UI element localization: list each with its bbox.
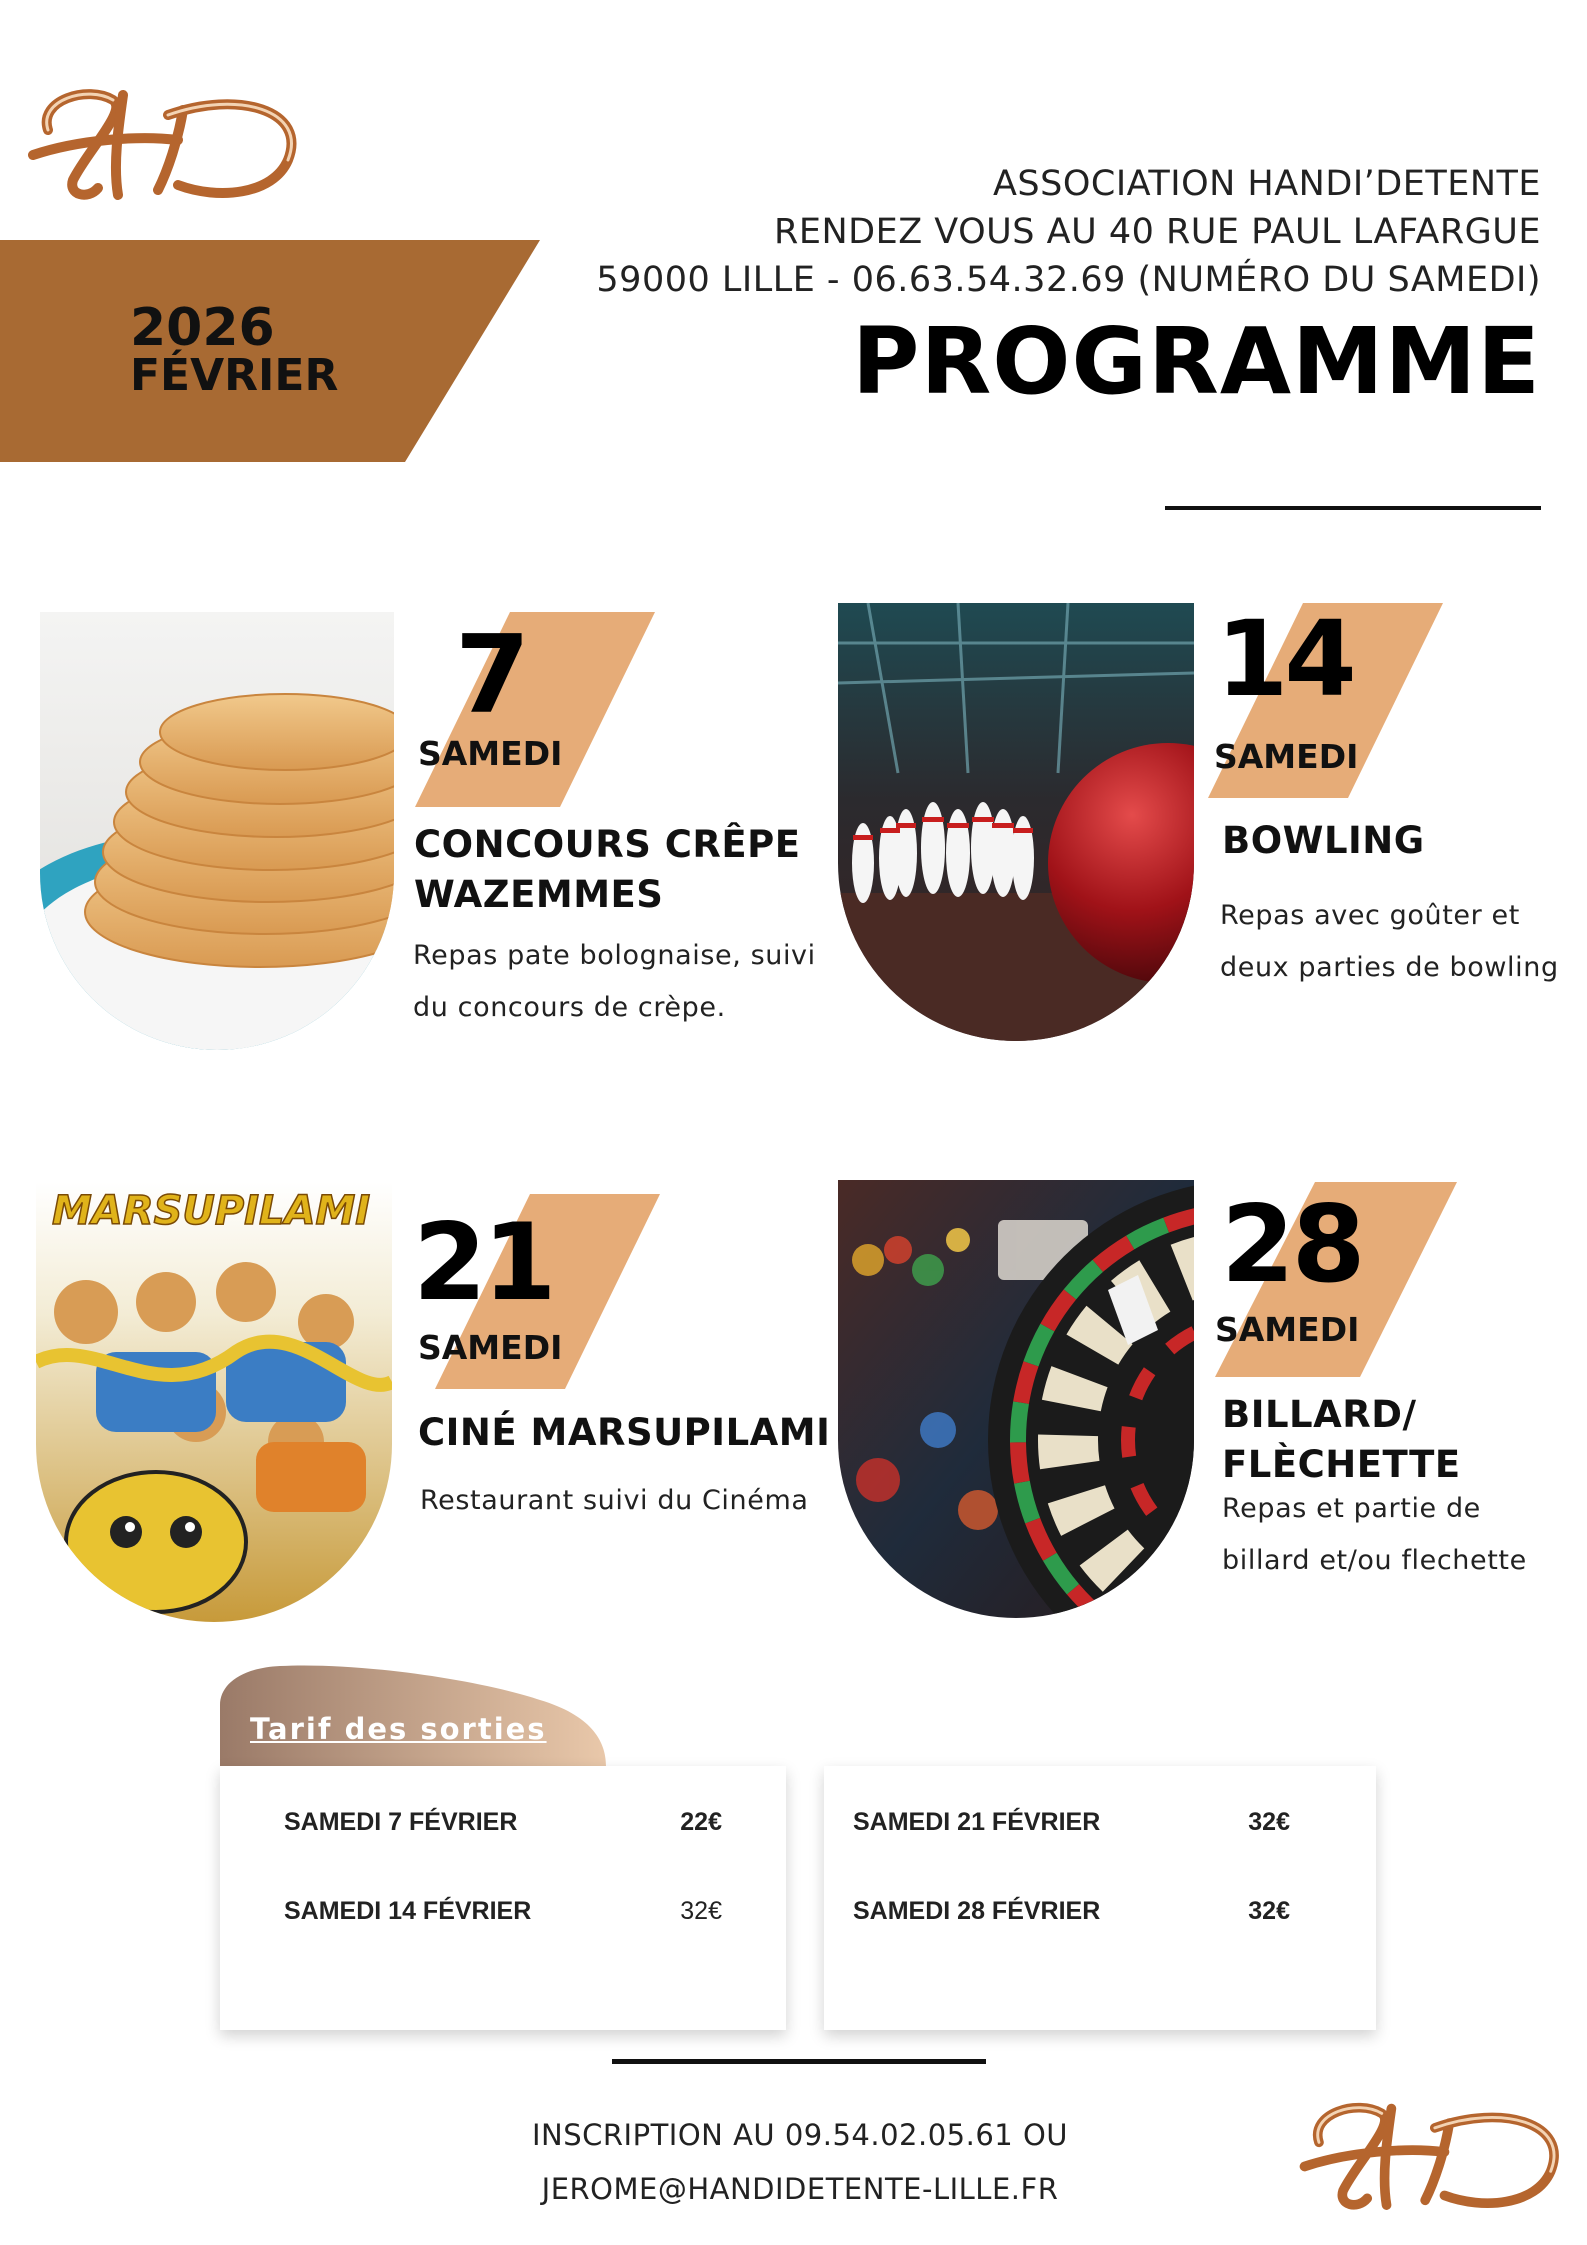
price-card-2 [824, 1766, 1376, 2030]
price-event-name: SAMEDI 21 FÉVRIER [853, 1808, 1101, 1836]
price-card-1 [220, 1766, 786, 2030]
event-28-description [1222, 1483, 1527, 1587]
event-14-title [1222, 816, 1425, 866]
pricing-label: Tarif des sorties [250, 1712, 547, 1746]
price-row [824, 1808, 1376, 1848]
event-7-day: 7 [455, 613, 531, 738]
registration-phone: INSCRIPTION AU 09.54.02.05.61 OU [531, 2118, 1069, 2152]
event-14-title-line-1: BOWLING [1222, 819, 1425, 862]
footer-divider [612, 2059, 986, 2064]
event-28-title [1222, 1390, 1461, 1490]
event-28-day: 28 [1221, 1183, 1363, 1306]
price-amount: 32€ [680, 1897, 722, 1925]
event-7-weekday: SAMEDI [418, 734, 563, 773]
association-info [596, 160, 1541, 304]
association-name: ASSOCIATION HANDI’DETENTE [992, 164, 1541, 204]
event-28-title-line-1: BILLARD/ [1222, 1393, 1417, 1436]
bowling-photo [838, 603, 1194, 1041]
price-event-name: SAMEDI 14 FÉVRIER [284, 1897, 532, 1925]
crepes-photo [40, 612, 394, 1050]
price-event-name: SAMEDI 7 FÉVRIER [284, 1808, 518, 1836]
event-14-description [1220, 890, 1559, 994]
event-7-description [413, 930, 816, 1034]
event-7-desc-line-2: du concours de crèpe. [413, 992, 726, 1023]
event-7-title [414, 820, 801, 920]
ribbon-year: 2026 [130, 298, 275, 358]
hd-logo-bottom [1290, 2082, 1570, 2222]
event-28-weekday: SAMEDI [1215, 1310, 1360, 1349]
price-amount: 32€ [1248, 1808, 1290, 1836]
hd-logo-top [18, 70, 308, 210]
month-ribbon [0, 240, 540, 462]
ribbon-month: FÉVRIER [130, 350, 339, 401]
page-title: PROGRAMME [852, 308, 1541, 415]
event-14-weekday: SAMEDI [1214, 737, 1359, 776]
event-28-title-line-2: FLÈCHETTE [1222, 1443, 1461, 1486]
price-event-name: SAMEDI 28 FÉVRIER [853, 1897, 1101, 1925]
event-14-day: 14 [1216, 598, 1353, 720]
event-28-desc-line-2: billard et/ou flechette [1222, 1545, 1527, 1576]
marsupilami-poster [36, 1182, 392, 1622]
event-14-desc-line-1: Repas avec goûter et [1220, 900, 1520, 931]
event-21-day: 21 [413, 1201, 553, 1324]
price-amount: 32€ [1248, 1897, 1290, 1925]
event-7-title-line-2: WAZEMMES [414, 873, 664, 916]
price-amount: 22€ [680, 1808, 722, 1836]
darts-photo [838, 1180, 1194, 1618]
event-14-desc-line-2: deux parties de bowling [1220, 952, 1559, 983]
event-21-title [418, 1408, 830, 1458]
event-7-title-line-1: CONCOURS CRÊPE [414, 823, 801, 866]
hd-logo-bottom-art [1290, 2082, 1570, 2222]
price-row [824, 1897, 1376, 1937]
registration-email: JEROME@HANDIDETENTE-LILLE.FR [541, 2172, 1059, 2206]
poster-title: MARSUPILAMI [52, 1188, 371, 1234]
meeting-address: RENDEZ VOUS AU 40 RUE PAUL LAFARGUE [774, 212, 1541, 252]
event-21-title-line-1: CINÉ MARSUPILAMI [418, 1411, 831, 1454]
header-divider [1165, 506, 1541, 510]
price-row [220, 1808, 786, 1848]
pricing-tab [220, 1660, 606, 1766]
hd-logo-top-art [18, 70, 308, 210]
event-21-description [420, 1475, 809, 1527]
event-21-desc-line-1: Restaurant suivi du Cinéma [420, 1485, 809, 1516]
price-row [220, 1897, 786, 1937]
registration-info [420, 2108, 1180, 2216]
event-7-desc-line-1: Repas pate bolognaise, suivi [413, 940, 816, 971]
event-21-weekday: SAMEDI [418, 1328, 563, 1367]
date-tab-7-shape [415, 612, 655, 807]
event-28-desc-line-1: Repas et partie de [1222, 1493, 1481, 1524]
city-phone: 59000 LILLE - 06.63.54.32.69 (NUMÉRO DU SAMEDI) [596, 260, 1541, 300]
